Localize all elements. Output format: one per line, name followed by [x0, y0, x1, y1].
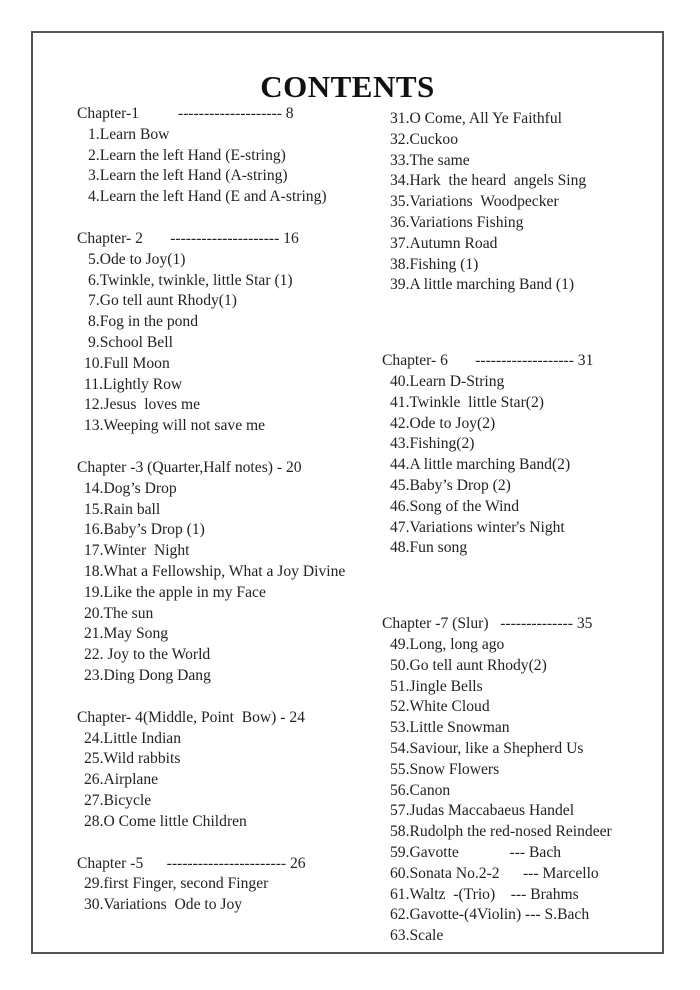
toc-entry: 7.Go tell aunt Rhody(1)	[88, 292, 237, 310]
toc-entry: 51.Jingle Bells	[390, 677, 483, 695]
toc-entry: 6.Twinkle, twinkle, little Star (1)	[88, 271, 293, 289]
toc-entry: 20.The sun	[84, 604, 154, 622]
toc-entry: 5.Ode to Joy(1)	[88, 250, 186, 268]
toc-entry: 56.Canon	[390, 781, 451, 799]
toc-entry: 61.Waltz -(Trio) --- Brahms	[390, 885, 579, 903]
toc-entry: 55.Snow Flowers	[390, 760, 500, 778]
toc-entry: 54.Saviour, like a Shepherd Us	[390, 739, 584, 757]
toc-entry: 52.White Cloud	[390, 698, 490, 716]
chapter-2-heading: Chapter- 2 --------------------- 16	[77, 229, 299, 247]
toc-entry: 48.Fun song	[390, 539, 468, 557]
toc-left-column	[77, 104, 377, 916]
toc-entry: 9.School Bell	[88, 333, 173, 351]
page-title: CONTENTS	[260, 69, 435, 104]
toc-entry: 39.A little marching Band (1)	[390, 276, 575, 294]
toc-entry: 45.Baby’s Drop (2)	[390, 476, 511, 494]
toc-entry: 33.The same	[390, 151, 470, 169]
toc-entry: 18.What a Fellowship, What a Joy Divine	[84, 562, 346, 580]
toc-entry: 22. Joy to the World	[84, 646, 211, 664]
toc-entry: 32.Cuckoo	[390, 130, 459, 148]
toc-entry: 41.Twinkle little Star(2)	[390, 393, 544, 411]
chapter-5-heading: Chapter -5 ----------------------- 26	[77, 854, 306, 872]
toc-entry: 60.Sonata No.2-2 --- Marcello	[390, 864, 599, 882]
toc-entry: 58.Rudolph the red-nosed Reindeer	[390, 823, 612, 841]
toc-entry: 53.Little Snowman	[390, 719, 510, 737]
toc-right-column	[382, 109, 652, 947]
toc-entry: 11.Lightly Row	[84, 375, 183, 393]
chapter-3-heading: Chapter -3 (Quarter,Half notes) - 20	[77, 458, 302, 476]
toc-entry: 14.Dog’s Drop	[84, 479, 177, 497]
toc-entry: 13.Weeping will not save me	[84, 417, 266, 435]
toc-entry: 12.Jesus loves me	[84, 396, 201, 414]
toc-entry: 49.Long, long ago	[390, 635, 505, 653]
toc-entry: 21.May Song	[84, 625, 169, 643]
toc-entry: 1.Learn Bow	[88, 125, 170, 143]
toc-entry: 46.Song of the Wind	[390, 497, 520, 515]
toc-entry: 19.Like the apple in my Face	[84, 583, 266, 601]
toc-entry: 16.Baby’s Drop (1)	[84, 521, 205, 539]
toc-entry: 40.Learn D-String	[390, 372, 505, 390]
toc-entry: 43.Fishing(2)	[390, 435, 475, 453]
toc-entry: 30.Variations Ode to Joy	[84, 896, 243, 914]
chapter-7-heading: Chapter -7 (Slur) -------------- 35	[382, 615, 593, 633]
toc-entry: 38.Fishing (1)	[390, 255, 479, 273]
chapter-4-heading: Chapter- 4(Middle, Point Bow) - 24	[77, 708, 305, 726]
toc-entry: 2.Learn the left Hand (E-string)	[88, 146, 286, 164]
toc-entry: 36.Variations Fishing	[390, 213, 524, 231]
toc-entry: 24.Little Indian	[84, 729, 182, 747]
toc-entry: 37.Autumn Road	[390, 234, 498, 252]
toc-entry: 35.Variations Woodpecker	[390, 193, 559, 211]
toc-entry: 44.A little marching Band(2)	[390, 456, 571, 474]
toc-entry: 50.Go tell aunt Rhody(2)	[390, 656, 547, 674]
toc-entry: 27.Bicycle	[84, 791, 152, 809]
toc-entry: 34.Hark the heard angels Sing	[390, 172, 587, 190]
toc-entry: 25.Wild rabbits	[84, 750, 181, 768]
toc-entry: 42.Ode to Joy(2)	[390, 414, 496, 432]
toc-entry: 57.Judas Maccabaeus Handel	[390, 802, 575, 820]
toc-entry: 28.O Come little Children	[84, 812, 247, 830]
toc-entry: 10.Full Moon	[84, 354, 170, 372]
toc-entry: 26.Airplane	[84, 771, 159, 789]
chapter-1-heading: Chapter-1 -------------------- 8	[77, 105, 294, 122]
toc-entry: 3.Learn the left Hand (A-string)	[88, 167, 288, 185]
toc-entry: 15.Rain ball	[84, 500, 161, 518]
toc-entry: 29.first Finger, second Finger	[84, 875, 269, 893]
toc-entry: 63.Scale	[390, 927, 444, 945]
toc-entry: 31.O Come, All Ye Faithful	[390, 110, 562, 127]
toc-entry: 62.Gavotte-(4Violin) --- S.Bach	[390, 906, 590, 924]
toc-entry: 17.Winter Night	[84, 542, 190, 560]
chapter-6-heading: Chapter- 6 ------------------- 31	[382, 352, 594, 370]
toc-entry: 8.Fog in the pond	[88, 313, 199, 331]
toc-entry: 23.Ding Dong Dang	[84, 666, 211, 684]
toc-entry: 4.Learn the left Hand (E and A-string)	[88, 188, 327, 206]
toc-entry: 59.Gavotte --- Bach	[390, 843, 562, 861]
toc-entry: 47.Variations winter's Night	[390, 518, 565, 536]
